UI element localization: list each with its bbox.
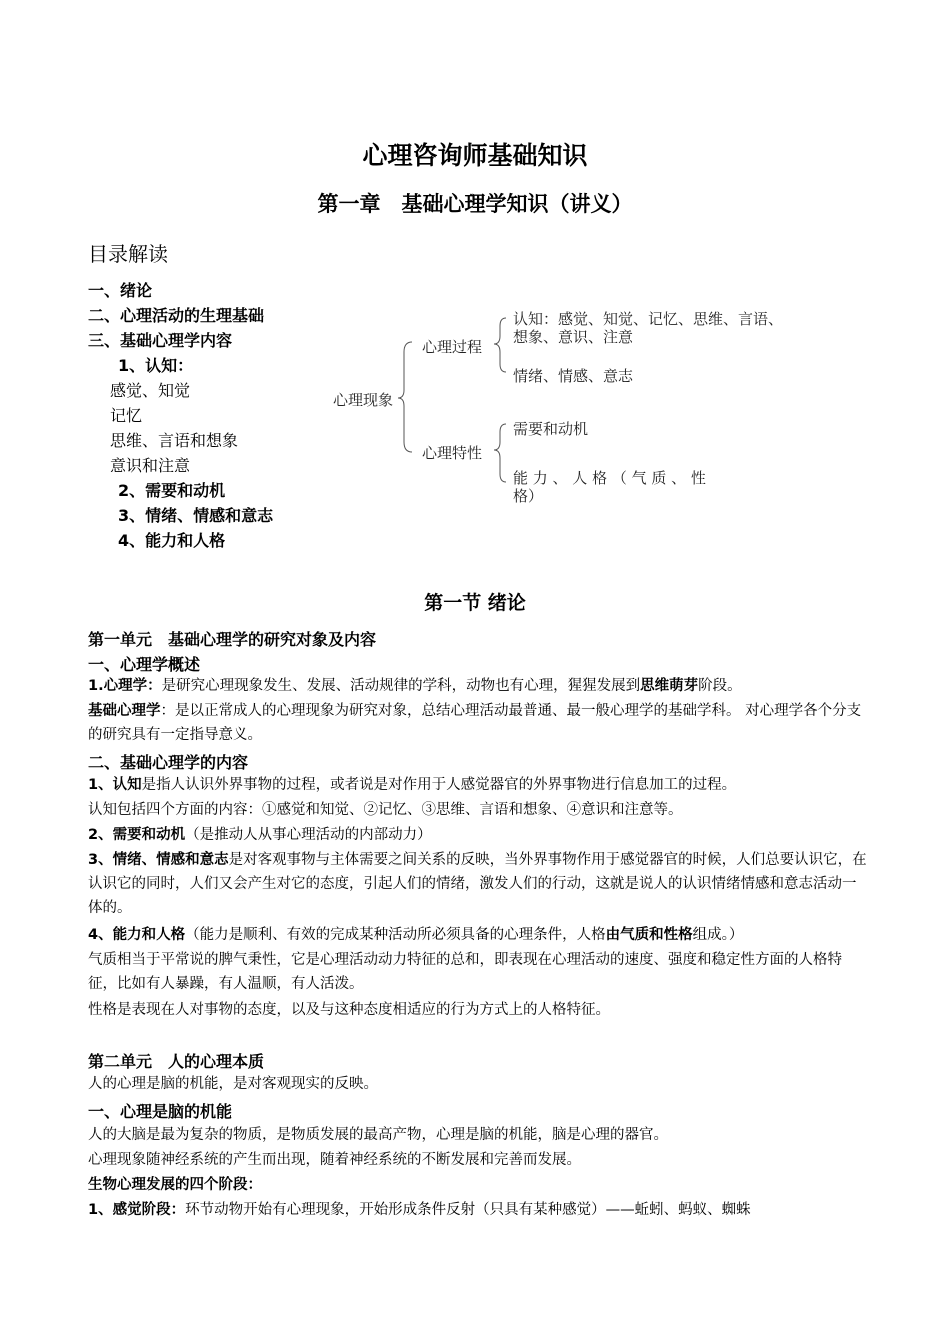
para-cognition-content: 认知包括四个方面的内容：①感觉和知觉、②记忆、③思维、言语和想象、④意识和注意等。 bbox=[88, 802, 683, 818]
toc-item: 感觉、知觉 bbox=[110, 381, 191, 400]
unit1-h1: 一、心理学概述 bbox=[88, 655, 201, 674]
para-ability: 4、能力和人格（能力是顺利、有效的完成某种活动所必须具备的心理条件，人格由气质和性格组成。） bbox=[88, 927, 744, 943]
toc-item: 记忆 bbox=[110, 406, 143, 425]
toc-heading: 目录解读 bbox=[88, 242, 168, 266]
diagram-process: 心理过程 bbox=[422, 338, 483, 356]
unit2-h1: 一、心理是脑的机能 bbox=[88, 1102, 233, 1121]
diagram-ability: 能 力 、 人 格 （ 气 质 、 性 bbox=[513, 469, 706, 487]
document-title: 心理咨询师基础知识 bbox=[362, 141, 588, 170]
para-basic-psychology: 基础心理学：是以正常成人的心理现象为研究对象，总结心理活动最普通、最一般心理学的基础学科。 对心理学各个分支的研究具有一定指导意义。 bbox=[88, 703, 862, 743]
diagram-ability-cont: 格） bbox=[513, 487, 544, 505]
toc-item: 意识和注意 bbox=[110, 456, 191, 475]
toc-item: 2、需要和动机 bbox=[118, 481, 226, 500]
para-character: 性格是表现在人对事物的态度，以及与这种态度相适应的行为方式上的人格特征。 bbox=[88, 1002, 610, 1018]
diagram-trait: 心理特性 bbox=[422, 444, 483, 462]
toc-item: 4、能力和人格 bbox=[118, 531, 226, 550]
diagram-root: 心理现象 bbox=[333, 391, 394, 409]
para-stage-1: 1、感觉阶段：环节动物开始有心理现象，开始形成条件反射（只具有某种感觉）——蚯蚓、蚂蚁、蜘蛛 bbox=[88, 1202, 751, 1218]
unit1-heading: 第一单元 基础心理学的研究对象及内容 bbox=[88, 630, 377, 649]
chapter-title: 第一章 基础心理学知识（讲义） bbox=[317, 192, 633, 216]
unit2-intro: 人的心理是脑的机能，是对客观现实的反映。 bbox=[88, 1076, 378, 1092]
diagram-need: 需要和动机 bbox=[513, 420, 589, 438]
diagram-braces bbox=[0, 0, 950, 600]
toc-item: 1、认知： bbox=[118, 356, 194, 375]
toc-item: 二、心理活动的生理基础 bbox=[88, 306, 265, 325]
toc-item: 一、绪论 bbox=[88, 281, 153, 300]
diagram-cognition: 认知：感觉、知觉、记忆、思维、言语、 bbox=[513, 310, 784, 328]
para-brain: 人的大脑是最为复杂的物质，是物质发展的最高产物，心理是脑的机能，脑是心理的器官。 bbox=[88, 1127, 668, 1143]
diagram-cognition-cont: 想象、意识、注意 bbox=[513, 328, 634, 346]
unit1-h2: 二、基础心理学的内容 bbox=[88, 753, 249, 772]
para-emotion: 3、情绪、情感和意志是对客观事物与主体需要之间关系的反映，当外界事物作用于感觉器官的时候，人们总要认识它，在认识它的同时，人们又会产生对它的态度，引起人们的情绪，激发人们的行动，这就是说人的认识情绪情感和意志活动一体的。 bbox=[88, 852, 867, 916]
unit2-heading: 第二单元 人的心理本质 bbox=[88, 1052, 265, 1071]
para-nervous: 心理现象随神经系统的产生而出现，随着神经系统的不断发展和完善而发展。 bbox=[88, 1152, 581, 1168]
para-needs: 2、需要和动机（是推动人从事心理活动的内部动力） bbox=[88, 827, 432, 843]
section-title: 第一节 绪论 bbox=[424, 592, 526, 614]
stages-heading: 生物心理发展的四个阶段： bbox=[88, 1177, 262, 1193]
toc-item: 三、基础心理学内容 bbox=[88, 331, 233, 350]
diagram-emotion: 情绪、情感、意志 bbox=[513, 367, 634, 385]
para-temperament: 气质相当于平常说的脾气秉性，它是心理活动动力特征的总和，即表现在心理活动的速度、强度和稳定性方面的人格特征，比如有人暴躁，有人温顺，有人活泼。 bbox=[88, 952, 842, 992]
toc-item: 3、情绪、情感和意志 bbox=[118, 506, 274, 525]
toc-item: 思维、言语和想象 bbox=[110, 431, 239, 450]
para-psychology: 1.心理学：是研究心理现象发生、发展、活动规律的学科，动物也有心理，猩猩发展到思维萌芽阶段。 bbox=[88, 678, 742, 694]
para-cognition: 1、认知是指人认识外界事物的过程，或者说是对作用于人感觉器官的外界事物进行信息加工的过程。 bbox=[88, 777, 737, 793]
